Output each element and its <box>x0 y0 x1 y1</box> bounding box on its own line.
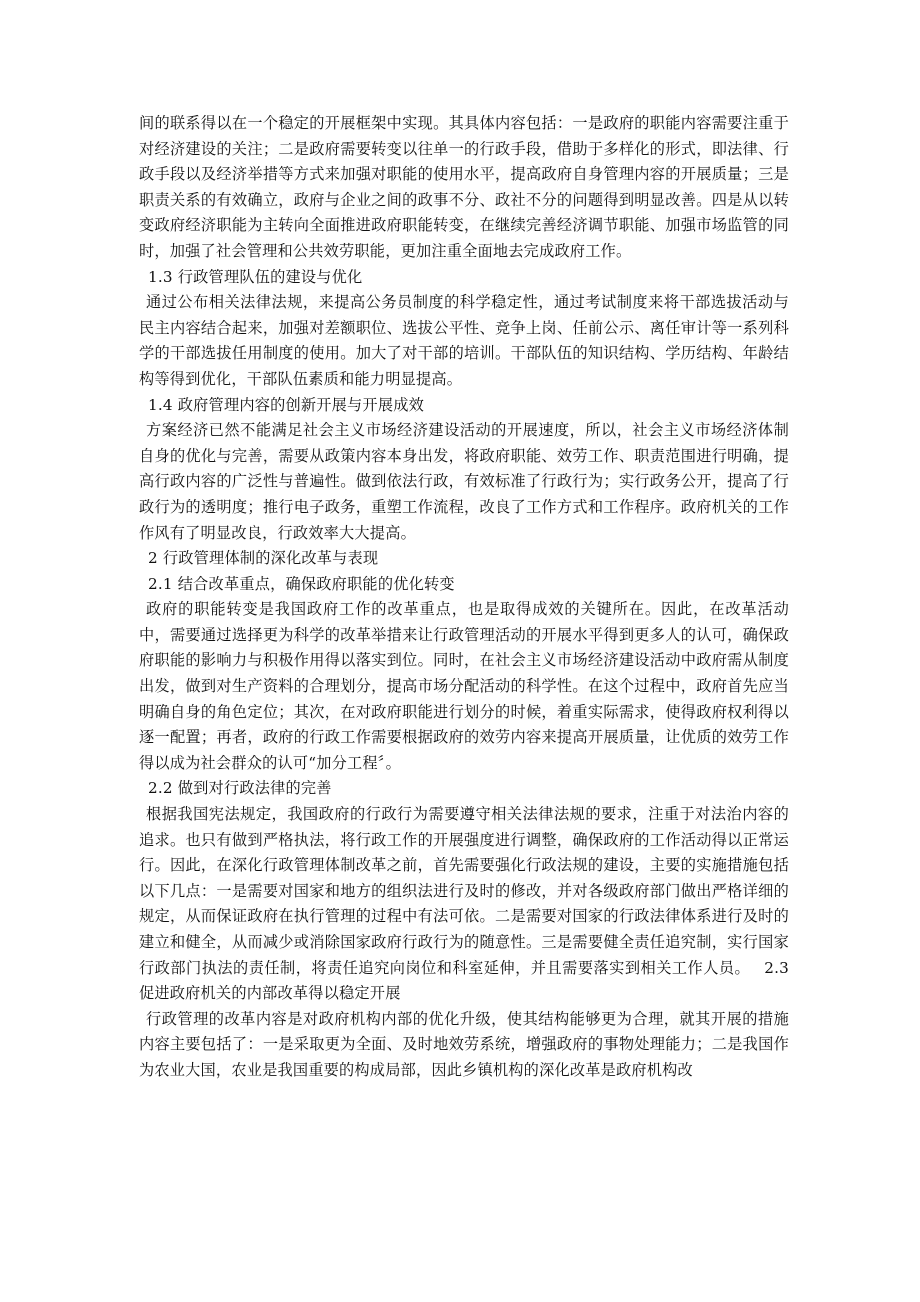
paragraph-2-2-text: 根据我国宪法规定，我国政府的行政行为需要遵守相关法律法规的要求，注重于对法治内容的追求。也只有做到严格执法，将行政工作的开展强度进行调整，确保政府的工作活动得以正常运行。因此，在深化行政管理体制改革之前，首先需要强化行政法规的建设，主要的实施措施包括以下几点：一是需要对国家和地方的组织法进行及时的修改，并对各级政府部门做出严格详细的规定，从而保证政府在执行管理的过程中有法可依。二是需要对国家的行政法律体系进行及时的建立和健全，从而减少或消除国家政府行政行为的随意性。三是需要健全责任追究制，实行国家行政部门执法的责任制，将责任追究向岗位和科室延伸，并且需要落实到相关工作人员。 <box>139 805 789 977</box>
paragraph-2-2 <box>139 802 789 1007</box>
heading-2-2: 2.2 做到对行政法律的完善 <box>148 779 332 798</box>
heading-2-1: 2.1 结合改革重点，确保政府职能的优化转变 <box>148 574 455 593</box>
heading-1-3: 1.3 行政管理队伍的建设与优化 <box>148 267 363 286</box>
document-page <box>139 111 789 1084</box>
heading-1-4: 1.4 政府管理内容的创新开展与开展成效 <box>148 395 424 414</box>
paragraph-intro: 间的联系得以在一个稳定的开展框架中实现。其具体内容包括：一是政府的职能内容需要注重于对经济建设的关注；二是政府需要转变以往单一的行政手段，借助于多样化的形式，即法律、行政手段以及经济举措等方式来加强对职能的使用水平，提高政府自身管理内容的开展质量；三是职责关系的有效确立，政府与企业之间的政事不分、政社不分的问题得到明显改善。四是从以转变政府经济职能为主转向全面推进政府职能转变，在继续完善经济调节职能、加强市场监管的同时，加强了社会管理和公共效劳职能，更加注重全面地去完成政府工作。 <box>139 114 789 260</box>
paragraph-2-1: 政府的职能转变是我国政府工作的改革重点，也是取得成效的关键所在。因此，在改革活动中，需要通过选择更为科学的改革举措来让行政管理活动的开展水平得到更多人的认可，确保政府职能的影响力与积极作用得以落实到位。同时，在社会主义市场经济建设活动中政府需从制度出发，做到对生产资料的合理划分，提高市场分配活动的科学性。在这个过程中，政府首先应当明确自身的角色定位；其次，在对政府职能进行划分的时候，着重实际需求，使得政府权利得以逐一配置；再者，政府的行政工作需要根据政府的效劳内容来提高开展质量，让优质的效劳工作得以成为社会群众的认可“加分工程〞。 <box>139 600 789 772</box>
paragraph-2-3: 行政管理的改革内容是对政府机构内部的优化升级，使其结构能够更为合理，就其开展的措施内容主要包括了：一是采取更为全面、及时地效劳系统，增强政府的事物处理能力；二是我国作为农业大国，农业是我国重要的构成局部，因此乡镇机构的深化改革是政府机构改 <box>139 1009 789 1079</box>
paragraph-1-4: 方案经济已然不能满足社会主义市场经济建设活动的开展速度，所以，社会主义市场经济体制自身的优化与完善，需要从政策内容本身出发，将政府职能、效劳工作、职责范围进行明确，提高行政内容的广泛性与普遍性。做到依法行政，有效标准了行政行为；实行政务公开，提高了行政行为的透明度；推行电子政务，重塑工作流程，改良了工作方式和工作程序。政府机关的工作作风有了明显改良，行政效率大大提高。 <box>139 421 789 542</box>
heading-2-3: 2.3 促进政府机关的内部改革得以稳定开展 <box>139 958 789 1003</box>
paragraph-1-3: 通过公布相关法律法规，来提高公务员制度的科学稳定性，通过考试制度来将干部选拔活动与民主内容结合起来，加强对差额职位、选拔公平性、竞争上岗、任前公示、离任审计等一系列科学的干部选拔任用制度的使用。加大了对干部的培训。干部队伍的知识结构、学历结构、年龄结构等得到优化，干部队伍素质和能力明显提高。 <box>139 293 789 388</box>
heading-2: 2 行政管理体制的深化改革与表现 <box>148 549 379 568</box>
